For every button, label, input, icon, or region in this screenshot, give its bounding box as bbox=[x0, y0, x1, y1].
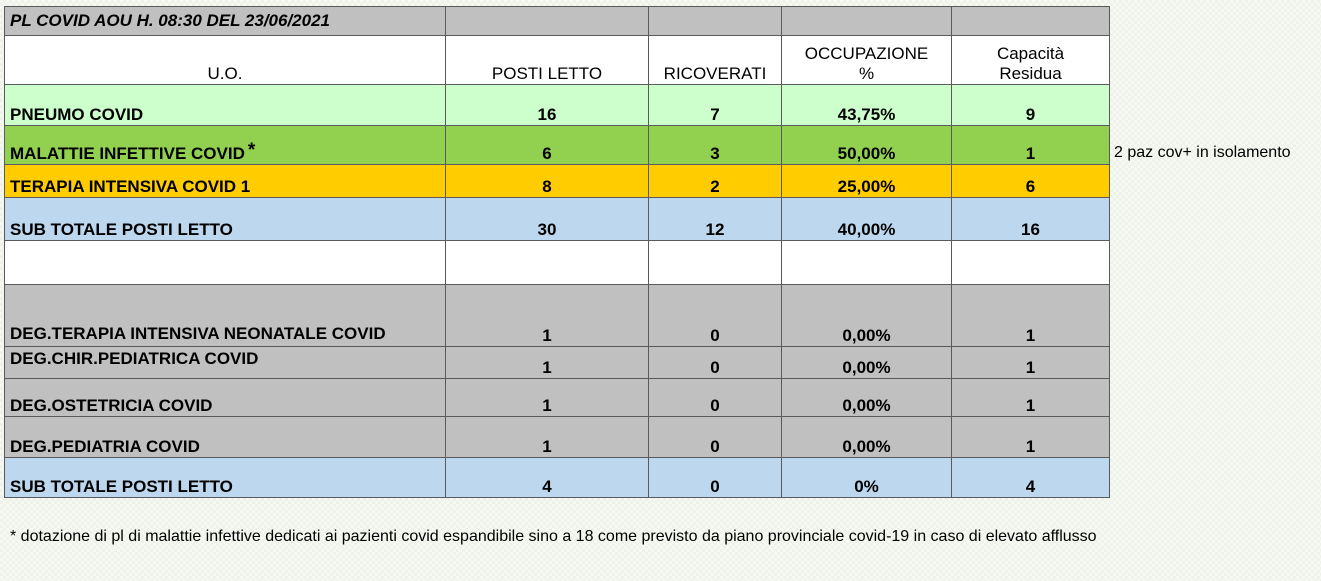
row-capacita: 16 bbox=[952, 198, 1110, 241]
row-uo-label: DEG.OSTETRICIA COVID bbox=[5, 379, 446, 417]
subtotal-row bbox=[5, 198, 1110, 241]
row-capacita: 1 bbox=[952, 347, 1110, 379]
empty-cell bbox=[446, 241, 649, 285]
empty-cell bbox=[5, 241, 446, 285]
row-posti-letto: 30 bbox=[446, 198, 649, 241]
row-uo-label: DEG.PEDIATRIA COVID bbox=[5, 417, 446, 458]
title-row bbox=[5, 7, 1110, 36]
table-row bbox=[5, 417, 1110, 458]
row-capacita: 9 bbox=[952, 85, 1110, 126]
table-row bbox=[5, 85, 1110, 126]
row-occupazione: 0,00% bbox=[782, 379, 952, 417]
header-row bbox=[5, 36, 1110, 85]
row-ricoverati: 3 bbox=[649, 126, 782, 165]
empty-cell bbox=[649, 241, 782, 285]
row-uo-label: TERAPIA INTENSIVA COVID 1 bbox=[5, 165, 446, 198]
row-posti-letto: 1 bbox=[446, 347, 649, 379]
row-ricoverati: 0 bbox=[649, 379, 782, 417]
row-uo-label: DEG.TERAPIA INTENSIVA NEONATALE COVID bbox=[5, 285, 446, 347]
header-occupazione-line2: % bbox=[858, 64, 875, 83]
row-uo-label: SUB TOTALE POSTI LETTO bbox=[5, 198, 446, 241]
table-row bbox=[5, 379, 1110, 417]
row-ricoverati: 7 bbox=[649, 85, 782, 126]
row-ricoverati: 0 bbox=[649, 285, 782, 347]
row-uo-label-cell bbox=[5, 126, 446, 165]
table-row bbox=[5, 126, 1110, 165]
table-row bbox=[5, 285, 1110, 347]
row-posti-letto: 6 bbox=[446, 126, 649, 165]
footnote-marker: * bbox=[247, 140, 256, 161]
table-row bbox=[5, 347, 1110, 379]
empty-cell bbox=[446, 7, 649, 36]
row-capacita: 4 bbox=[952, 458, 1110, 498]
row-occupazione: 25,00% bbox=[782, 165, 952, 198]
row-uo-label: SUB TOTALE POSTI LETTO bbox=[5, 458, 446, 498]
row-ricoverati: 0 bbox=[649, 458, 782, 498]
row-capacita: 1 bbox=[952, 417, 1110, 458]
header-posti-letto: POSTI LETTO bbox=[446, 36, 649, 85]
subtotal-row bbox=[5, 458, 1110, 498]
header-occupazione-line1: OCCUPAZIONE bbox=[804, 44, 929, 63]
row-ricoverati: 0 bbox=[649, 347, 782, 379]
row-occupazione: 0,00% bbox=[782, 417, 952, 458]
row-occupazione: 40,00% bbox=[782, 198, 952, 241]
row-capacita: 1 bbox=[952, 285, 1110, 347]
row-posti-letto: 1 bbox=[446, 417, 649, 458]
spacer-row bbox=[5, 241, 1110, 285]
row-posti-letto: 8 bbox=[446, 165, 649, 198]
row-occupazione: 0,00% bbox=[782, 285, 952, 347]
row-capacita: 6 bbox=[952, 165, 1110, 198]
covid-beds-table bbox=[4, 6, 1110, 498]
row-ricoverati: 12 bbox=[649, 198, 782, 241]
row-occupazione: 0% bbox=[782, 458, 952, 498]
row-ricoverati: 2 bbox=[649, 165, 782, 198]
header-uo: U.O. bbox=[5, 36, 446, 85]
empty-cell bbox=[782, 241, 952, 285]
row-capacita: 1 bbox=[952, 126, 1110, 165]
header-capacita-line1: Capacità bbox=[996, 44, 1065, 63]
row-capacita: 1 bbox=[952, 379, 1110, 417]
row-occupazione: 0,00% bbox=[782, 347, 952, 379]
row-posti-letto: 1 bbox=[446, 379, 649, 417]
empty-cell bbox=[952, 7, 1110, 36]
row-occupazione: 50,00% bbox=[782, 126, 952, 165]
header-capacita-line2: Residua bbox=[999, 64, 1062, 83]
row-occupazione: 43,75% bbox=[782, 85, 952, 126]
report-title: PL COVID AOU H. 08:30 DEL 23/06/2021 bbox=[5, 7, 446, 36]
empty-cell bbox=[952, 241, 1110, 285]
row-posti-letto: 4 bbox=[446, 458, 649, 498]
row-uo-label: MALATTIE INFETTIVE COVID bbox=[10, 144, 245, 163]
row-posti-letto: 1 bbox=[446, 285, 649, 347]
table-row bbox=[5, 165, 1110, 198]
header-capacita bbox=[952, 36, 1110, 85]
row-uo-label: PNEUMO COVID bbox=[5, 85, 446, 126]
row-ricoverati: 0 bbox=[649, 417, 782, 458]
header-ricoverati: RICOVERATI bbox=[649, 36, 782, 85]
header-occupazione bbox=[782, 36, 952, 85]
row-uo-label: DEG.CHIR.PEDIATRICA COVID bbox=[5, 347, 446, 379]
empty-cell bbox=[649, 7, 782, 36]
empty-cell bbox=[782, 7, 952, 36]
footnote: * dotazione di pl di malattie infettive dedicati ai pazienti covid espandibile sino a 18 come previsto da piano provinciale covid-19 in caso di elevato afflusso bbox=[10, 528, 1097, 545]
row-posti-letto: 16 bbox=[446, 85, 649, 126]
isolation-note: 2 paz cov+ in isolamento bbox=[1114, 144, 1291, 161]
